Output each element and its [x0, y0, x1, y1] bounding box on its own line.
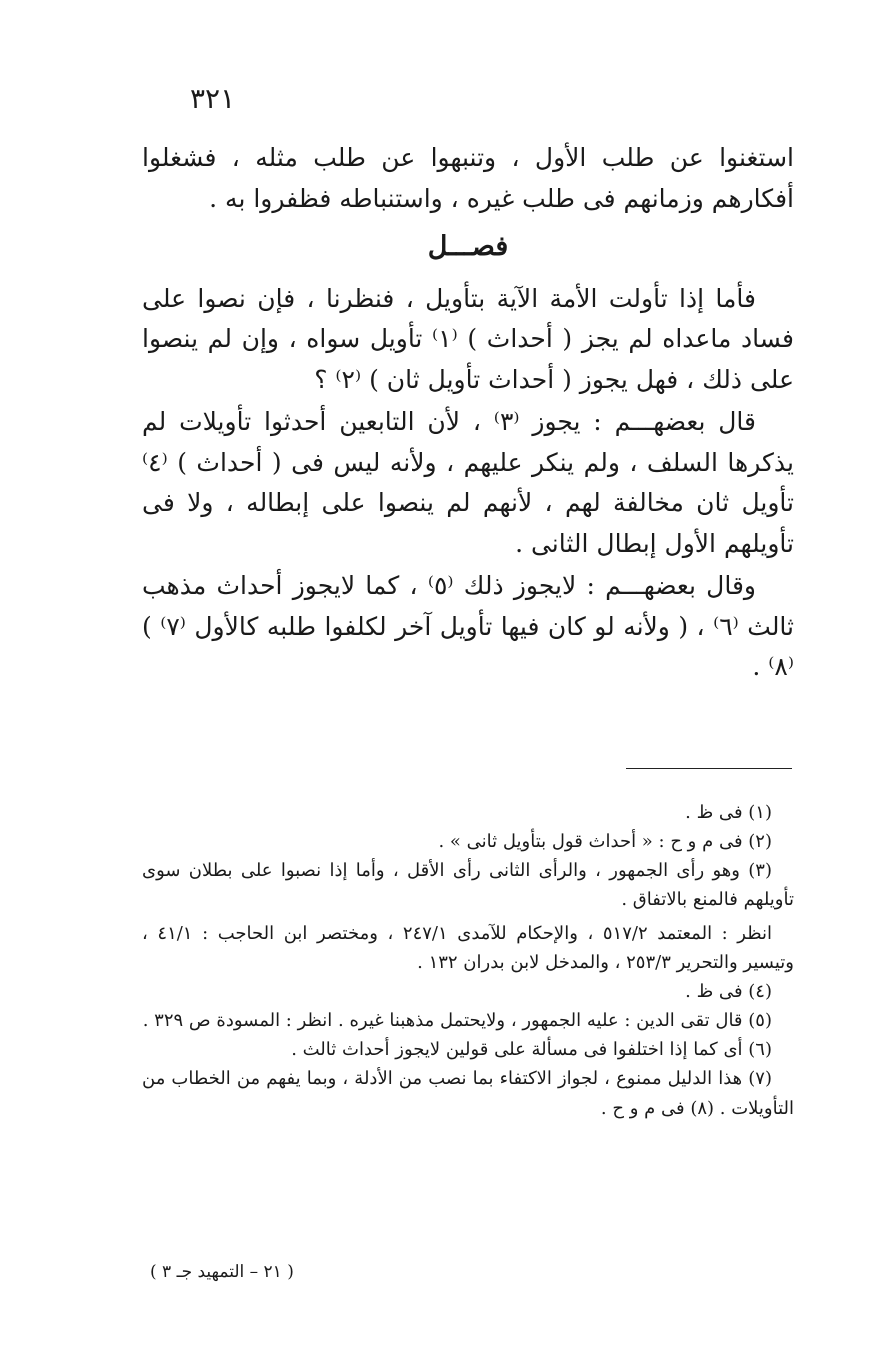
section-heading: فصـــل [427, 231, 509, 262]
footnote-3-references: انظر : المعتمد ٥١٧/٢ ، والإحكام للآمدى ٢٤٧/١ ، ومختصر ابن الحاجب : ٤١/١ ، وتيسير والتحرير ٢٥٣/٣ ، والمدخل لابن بدران ١٣٢ . [142, 922, 794, 973]
footnote-6: (٦) أى كما إذا اختلفوا فى مسألة على قولين لايجوز أحداث ثالث . [291, 1039, 772, 1061]
paragraph-2: قال بعضهـــم : يجوز ⁽٣⁾ ، لأن التابعين أحدثوا تأويلات لم يذكرها السلف ، ولم ينكر عليهم ، ولأنه ليس فى ( أحداث ) ⁽٤⁾ تأويل ثان مخالفة لهم ، لأنهم لم ينصوا على إبطاله ، ولا فى تأويلهم الأول إبطال الثانى . [142, 407, 794, 558]
footnotes [142, 798, 794, 1123]
paragraph-1: فأما إذا تأولت الأمة الآية بتأويل ، فنظرنا ، فإن نصوا على فساد ماعداه لم يجز ( أحداث ) ⁽١⁾ تأويل سواه ، وإن لم ينصوا على ذلك ، فهل يجوز ( أحداث تأويل ثان ) ⁽٢⁾ ؟ [142, 283, 794, 394]
footnote-separator [626, 768, 792, 769]
intro-paragraph: استغنوا عن طلب الأول ، وتنبهوا عن طلب مثله ، فشغلوا أفكارهم وزمانهم فى طلب غيره ، واستنباطه فظفروا به . [142, 143, 794, 213]
footnote-3: (٣) وهو رأى الجمهور ، والرأى الثانى رأى الأقل ، وأما إذا نصبوا على بطلان سوى تأويلهم فالمنع بالاتفاق . [142, 860, 794, 911]
main-text [142, 138, 794, 688]
page-number: ٣٢١ [190, 82, 236, 115]
paragraph-3: وقال بعضهـــم : لايجوز ذلك ⁽٥⁾ ، كما لايجوز أحداث مذهب ثالث ⁽٦⁾ ، ( ولأنه لو كان فيها تأويل آخر لكلفوا طلبه كالأول ⁽٧⁾ ) ⁽٨⁾ . [142, 571, 795, 682]
footnote-5: (٥) قال تقى الدين : عليه الجمهور ، ولايحتمل مذهبنا غيره . انظر : المسودة ص ٣٢٩ . [142, 1010, 772, 1032]
printer-signature: ( ٢١ – التمهيد جـ ٣ ) [150, 1262, 294, 1282]
footnote-4: (٤) فى ظ . [685, 980, 772, 1002]
footnote-1: (١) فى ظ . [685, 802, 772, 823]
footnote-2: (٢) فى م و ح : « أحداث قول بتأويل ثانى » . [438, 831, 772, 853]
footnote-7-8: (٧) هذا الدليل ممنوع ، لجواز الاكتفاء بما نصب من الأدلة ، وبما يفهم من الخطاب من التأويلات . (٨) فى م و ح . [142, 1068, 794, 1119]
